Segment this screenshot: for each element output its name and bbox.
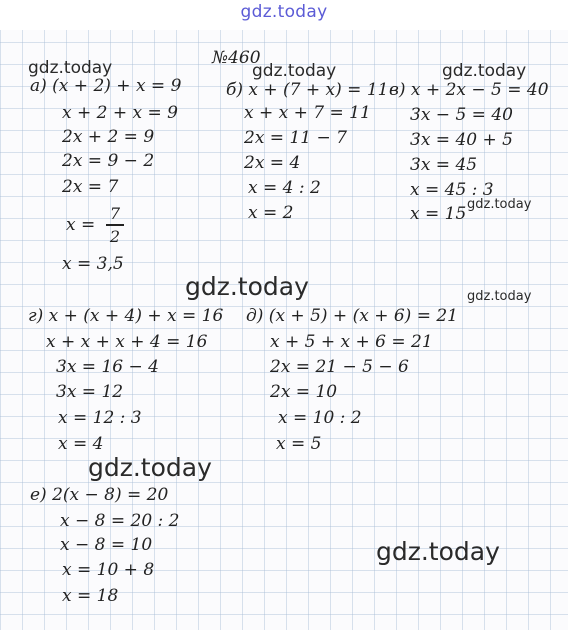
part-d-step: x + 5 + x + 6 = 21: [270, 332, 433, 352]
part-a-answer: x = 3,5: [62, 254, 124, 274]
part-g-answer: x = 4: [58, 434, 104, 454]
part-b-answer: x = 2: [248, 203, 294, 223]
part-a-fraction: [106, 204, 124, 246]
site-title: gdz.today: [240, 2, 328, 22]
part-v-step: 3x − 5 = 40: [410, 105, 513, 125]
part-e-step: x − 8 = 20 : 2: [60, 511, 180, 531]
part-v-step: 3x = 40 + 5: [410, 130, 513, 150]
part-b-step: 2x = 11 − 7: [244, 128, 347, 148]
part-b-step: x + x + 7 = 11: [244, 103, 371, 123]
part-a-step: x + 2 + x = 9: [62, 103, 178, 123]
part-g-step: x + x + x + 4 = 16: [46, 332, 208, 352]
part-e-answer: x = 18: [62, 586, 119, 606]
part-a-condition: а) (x + 2) + x = 9: [30, 76, 182, 96]
part-g-step: x = 12 : 3: [58, 408, 142, 428]
part-d-step: x = 10 : 2: [278, 408, 362, 428]
watermark: gdz.today: [252, 61, 337, 81]
watermark: gdz.today: [88, 453, 212, 482]
part-e-step: x = 10 + 8: [62, 560, 155, 580]
fraction-denominator: 2: [109, 227, 121, 246]
watermark: gdz.today: [376, 537, 500, 566]
part-b-step: x = 4 : 2: [248, 178, 321, 198]
part-g-step: 3x = 16 − 4: [56, 357, 159, 377]
part-g-condition: г) x + (x + 4) + x = 16: [28, 306, 224, 326]
part-a-step: 2x = 9 − 2: [62, 151, 155, 171]
part-b-condition: б) x + (7 + x) = 11: [226, 80, 389, 100]
watermark: gdz.today: [442, 61, 527, 81]
part-e-condition: е) 2(x − 8) = 20: [30, 485, 169, 505]
part-d-condition: д) (x + 5) + (x + 6) = 21: [246, 306, 458, 326]
part-d-step: 2x = 10: [270, 382, 338, 402]
watermark: gdz.today: [185, 272, 309, 301]
part-v-condition: в) x + 2x − 5 = 40: [389, 80, 549, 100]
problem-number: №460: [212, 48, 261, 68]
fraction-numerator: 7: [109, 204, 121, 223]
part-v-answer: x = 15: [410, 204, 467, 224]
part-b-step: 2x = 4: [244, 153, 301, 173]
watermark: gdz.today: [467, 197, 532, 212]
watermark: gdz.today: [28, 58, 113, 78]
part-a-step: 2x + 2 = 9: [62, 127, 155, 147]
part-v-step: 3x = 45: [410, 155, 478, 175]
part-e-step: x − 8 = 10: [60, 535, 153, 555]
fraction-bar: [106, 224, 124, 226]
part-g-step: 3x = 12: [56, 382, 124, 402]
part-d-step: 2x = 21 − 5 − 6: [270, 357, 409, 377]
part-a-fraction-prefix: x =: [66, 215, 96, 235]
part-v-step: x = 45 : 3: [410, 180, 494, 200]
part-d-answer: x = 5: [276, 434, 322, 454]
part-a-step: 2x = 7: [62, 177, 119, 197]
watermark: gdz.today: [467, 289, 532, 304]
